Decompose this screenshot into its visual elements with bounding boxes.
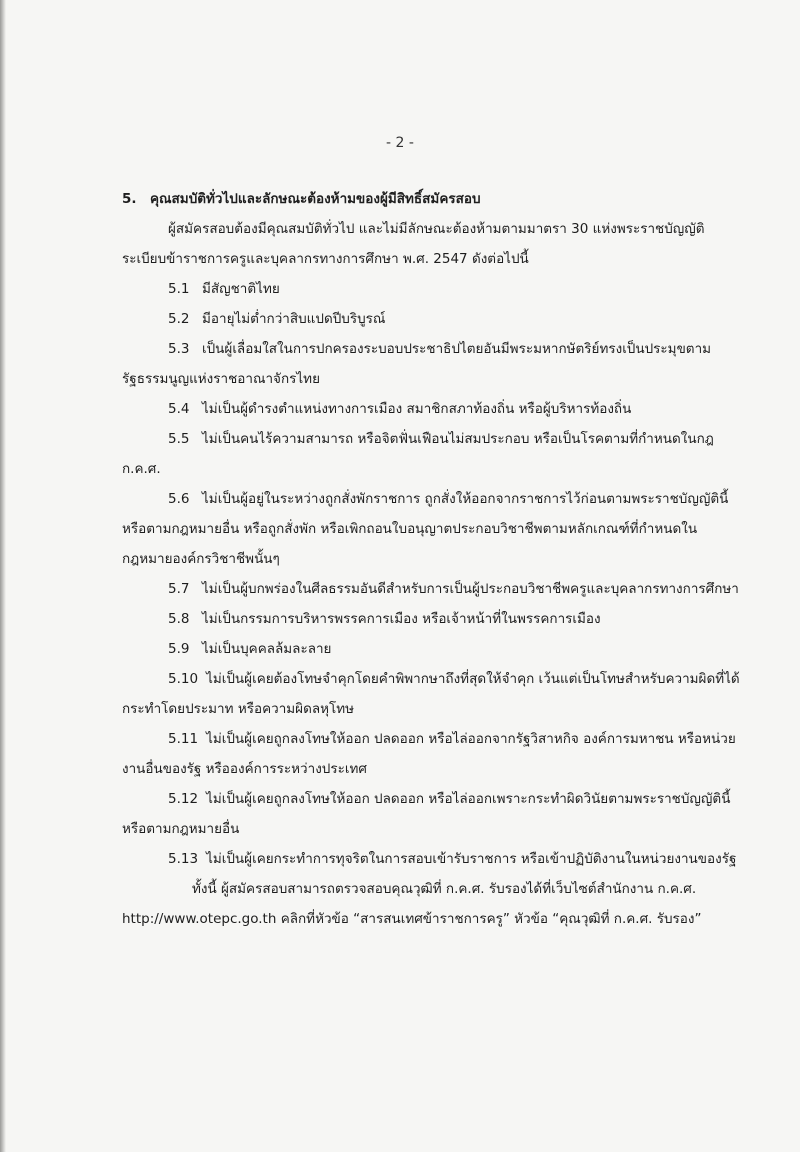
item-number: 5.13 bbox=[168, 851, 199, 867]
item-text: ไม่เป็นบุคคลล้มละลาย bbox=[202, 641, 332, 657]
item-number: 5.6 bbox=[168, 491, 190, 507]
item-number: 5.9 bbox=[168, 641, 190, 657]
list-item bbox=[122, 604, 742, 634]
list-item bbox=[122, 394, 742, 424]
qualification-list bbox=[122, 274, 742, 874]
item-text: ไม่เป็นผู้บกพร่องในศีลธรรมอันดีสำหรับการเป็นผู้ประกอบวิชาชีพครูและบุคลากรทางการศึกษา bbox=[202, 581, 739, 597]
list-item bbox=[122, 574, 742, 604]
item-text: ไม่เป็นผู้เคยถูกลงโทษให้ออก ปลดออก หรือไล่ออกเพราะกระทำผิดวินัยตามพระราชบัญญัตินี้ หรือตามกฎหมายอื่น bbox=[122, 791, 731, 837]
scan-edge-shadow bbox=[0, 0, 6, 1152]
item-text: ไม่เป็นกรรมการบริหารพรรคการเมือง หรือเจ้าหน้าที่ในพรรคการเมือง bbox=[202, 611, 601, 627]
item-text: ไม่เป็นผู้ดำรงตำแหน่งทางการเมือง สมาชิกสภาท้องถิ่น หรือผู้บริหารท้องถิ่น bbox=[202, 401, 632, 417]
intro-paragraph: ผู้สมัครสอบต้องมีคุณสมบัติทั่วไป และไม่มีลักษณะต้องห้ามตามมาตรา 30 แห่งพระราชบัญญัติระเบียบข้าราชการครูและบุคลากรทางการศึกษา พ.ศ. 2547 ดังต่อไปนี้ bbox=[122, 221, 705, 267]
list-item bbox=[122, 784, 742, 844]
section-title: คุณสมบัติทั่วไปและลักษณะต้องห้ามของผู้มีสิทธิ์สมัครสอบ bbox=[150, 191, 481, 207]
list-item bbox=[122, 334, 742, 394]
item-text: ไม่เป็นผู้เคยต้องโทษจำคุกโดยคำพิพากษาถึงที่สุดให้จำคุก เว้นแต่เป็นโทษสำหรับความผิดที่ได้กระทำโดยประมาท หรือความผิดลหุโทษ bbox=[122, 671, 740, 717]
list-item bbox=[122, 634, 742, 664]
list-item bbox=[122, 304, 742, 334]
closing-paragraph: ทั้งนี้ ผู้สมัครสอบสามารถตรวจสอบคุณวุฒิที่ ก.ค.ศ. รับรองได้ที่เว็บไซต์สำนักงาน ก.ค.ศ. http://www.otepc.go.th คลิกที่หัวข้อ “สารสนเทศข้าราชการครู” หัวข้อ “คุณวุฒิที่ ก.ค.ศ. รับรอง” bbox=[122, 881, 702, 927]
list-item bbox=[122, 724, 742, 784]
item-number: 5.8 bbox=[168, 611, 190, 627]
list-item bbox=[122, 424, 742, 484]
item-number: 5.2 bbox=[168, 311, 190, 327]
item-number: 5.3 bbox=[168, 341, 190, 357]
item-text: ไม่เป็นผู้เคยกระทำการทุจริตในการสอบเข้ารับราชการ หรือเข้าปฏิบัติงานในหน่วยงานของรัฐ bbox=[206, 851, 737, 867]
item-number: 5.10 bbox=[168, 671, 199, 687]
item-number: 5.11 bbox=[168, 731, 199, 747]
item-number: 5.5 bbox=[168, 431, 190, 447]
list-item bbox=[122, 664, 742, 724]
list-item bbox=[122, 844, 742, 874]
document-body bbox=[122, 184, 742, 934]
item-text: เป็นผู้เลื่อมใสในการปกครองระบอบประชาธิปไตยอันมีพระมหากษัตริย์ทรงเป็นประมุขตามรัฐธรรมนูญแห่งราชอาณาจักรไทย bbox=[122, 341, 712, 387]
item-number: 5.1 bbox=[168, 281, 190, 297]
item-number: 5.7 bbox=[168, 581, 190, 597]
list-item bbox=[122, 274, 742, 304]
item-text: มีสัญชาติไทย bbox=[202, 281, 280, 297]
item-text: ไม่เป็นผู้อยู่ในระหว่างถูกสั่งพักราชการ ถูกสั่งให้ออกจากราชการไว้ก่อนตามพระราชบัญญัตินี้ หรือตามกฎหมายอื่น หรือถูกสั่งพัก หรือเพิกถอนใบอนุญาตประกอบวิชาชีพตามหลักเกณฑ์ที่กำหนดในกฎหมายองค์กรวิชาชีพนั้นๆ bbox=[122, 491, 729, 567]
item-text: ไม่เป็นผู้เคยถูกลงโทษให้ออก ปลดออก หรือไล่ออกจากรัฐวิสาหกิจ องค์การมหาชน หรือหน่วยงานอื่นของรัฐ หรือองค์การระหว่างประเทศ bbox=[122, 731, 736, 777]
page-number: - 2 - bbox=[386, 135, 414, 151]
item-number: 5.12 bbox=[168, 791, 199, 807]
item-text: มีอายุไม่ต่ำกว่าสิบแปดปีบริบูรณ์ bbox=[202, 311, 386, 327]
item-text: ไม่เป็นคนไร้ความสามารถ หรือจิตฟั่นเฟือนไม่สมประกอบ หรือเป็นโรคตามที่กำหนดในกฎ ก.ค.ศ. bbox=[122, 431, 714, 477]
section-heading bbox=[122, 184, 742, 214]
list-item bbox=[122, 484, 742, 574]
item-number: 5.4 bbox=[168, 401, 190, 417]
section-number: 5. bbox=[122, 191, 137, 207]
